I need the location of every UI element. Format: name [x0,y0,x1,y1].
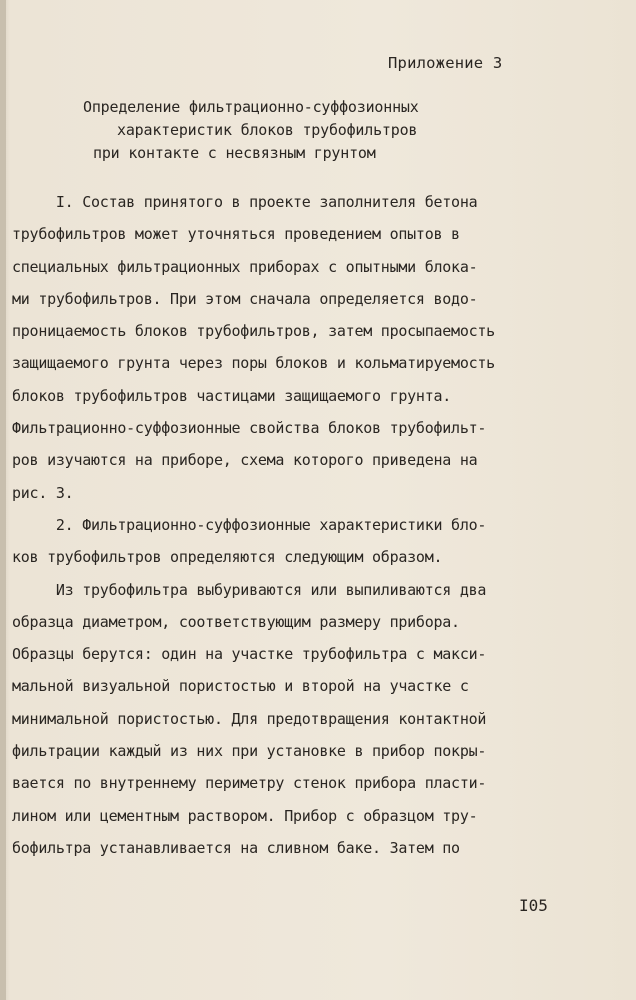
text-line: I. Состав принятого в проекте заполнителя бетона [12,193,478,211]
text-line: лином или цементным раствором. Прибор с образцом тру- [12,806,478,825]
text-line: вается по внутреннему периметру стенок прибора пласти- [12,774,487,793]
title-line: Определение фильтрационно-суффозионных [83,98,419,116]
text-line: рис. 3. [12,483,74,502]
text-line: фильтрации каждый из них при установке в прибор покры- [12,742,487,761]
text-line: специальных фильтрационных приборах с опытными блока- [12,257,478,276]
text-line: минимальной пористостью. Для предотвращения контактной [12,709,487,728]
text-line: защищаемого грунта через поры блоков и кольматируемость [12,354,495,373]
text-line: мальной визуальной пористостью и второй на участке с [12,677,469,696]
page-edge-shadow [0,0,6,1000]
text-line: трубофильтров может уточняться проведением опытов в [12,225,460,244]
text-line: ков трубофильтров определяются следующим образом. [12,548,443,567]
text-line: бофильтра устанавливается на сливном баке. Затем по [12,838,460,857]
page-number: I05 [519,896,548,915]
section-title [83,96,419,165]
text-line: 2. Фильтрационно-суффозионные характеристики бло- [12,515,487,534]
text-line: образца диаметром, соответствующим размеру прибора. [12,612,460,631]
body-text [12,186,612,864]
text-line: блоков трубофильтров частицами защищаемого грунта. [12,386,452,405]
text-line: ми трубофильтров. При этом сначала определяется водо- [12,289,478,308]
text-line: Образцы берутся: один на участке трубофильтра с макси- [12,645,487,664]
text-line: ров изучаются на приборе, схема которого приведена на [12,451,478,470]
appendix-label: Приложение 3 [388,54,503,72]
title-line: при контакте с несвязным грунтом [93,144,376,162]
title-line: характеристик блоков трубофильтров [117,121,418,139]
text-line: Фильтрационно-суффозионные свойства блоков трубофильт- [12,419,487,438]
text-line: проницаемость блоков трубофильтров, затем просыпаемость [12,322,495,341]
text-line: Из трубофильтра выбуриваются или выпиливаются два [12,580,487,599]
